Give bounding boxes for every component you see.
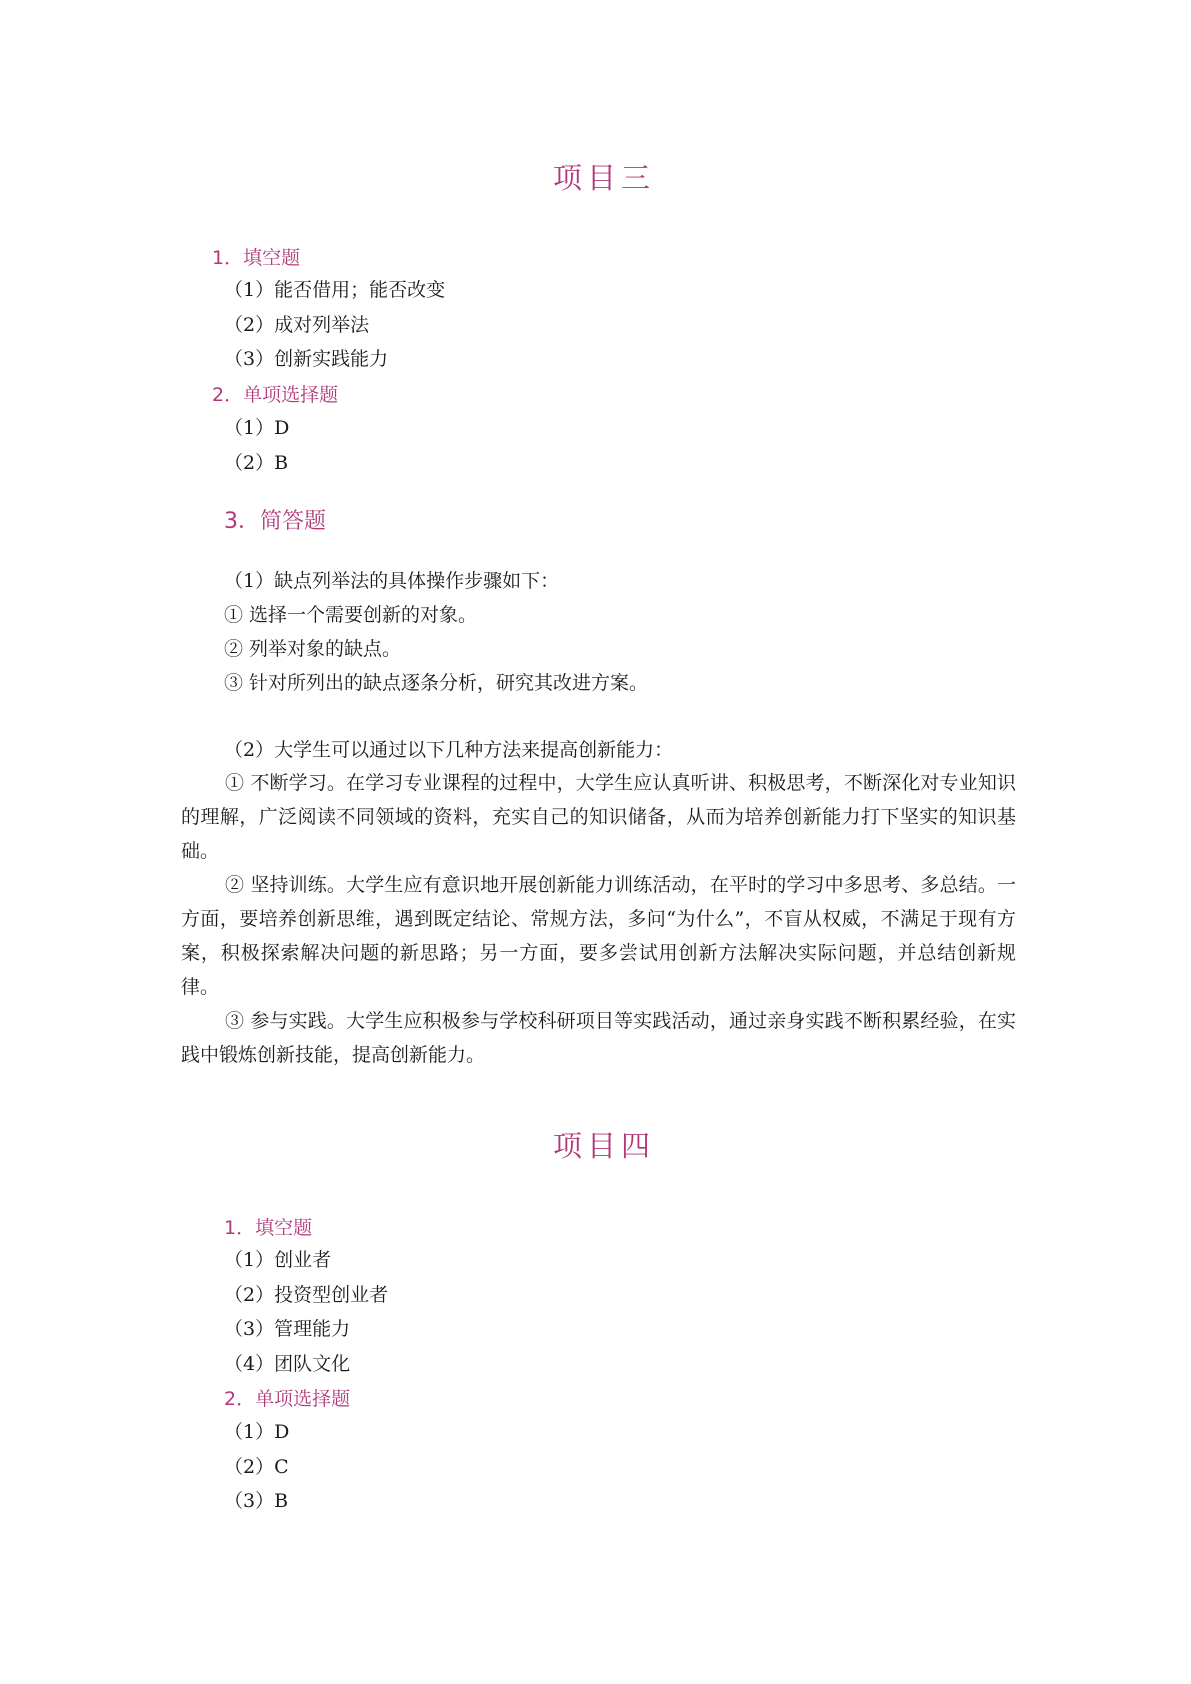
project4-fill-blank-item-2: （2）投资型创业者 [224,1284,389,1306]
project3-single-choice-item-1: （1）D [224,417,290,439]
project3-q2-paragraph-3: ③ 参与实践。大学生应积极参与学校科研项目等实践活动，通过亲身实践不断积累经验，在实践中锻炼创新技能，提高创新能力。 [181,1010,1016,1066]
project4-fill-blank-item-3: （3）管理能力 [224,1318,351,1340]
project3-single-choice-heading: 2．单项选择题 [212,384,339,406]
project4-fill-blank-item-1: （1）创业者 [224,1249,332,1271]
project4-fill-blank-item-4: （4）团队文化 [224,1353,351,1375]
project4-single-choice-item-3: （3）B [224,1490,289,1512]
project3-q1-step-1: ① 选择一个需要创新的对象。 [224,604,478,626]
project3-fill-blank-item-1: （1）能否借用；能否改变 [224,279,446,301]
project3-fill-blank-item-3: （3）创新实践能力 [224,348,389,370]
project3-fill-blank-heading: 1．填空题 [212,247,301,269]
project3-q2-intro: （2）大学生可以通过以下几种方法来提高创新能力： [224,739,674,761]
project4-single-choice-heading: 2．单项选择题 [224,1388,351,1410]
project3-fill-blank-item-2: （2）成对列举法 [224,314,370,336]
project3-single-choice-item-2: （2）B [224,452,289,474]
project3-title: 项目三 [553,161,656,195]
project3-q1-intro: （1）缺点列举法的具体操作步骤如下： [224,570,560,592]
project4-title: 项目四 [553,1129,656,1163]
project4-fill-blank-heading: 1．填空题 [224,1217,313,1239]
project4-single-choice-item-1: （1）D [224,1421,290,1443]
project3-short-answer-heading: 3．简答题 [224,509,326,534]
project3-q2-paragraph-2: ② 坚持训练。大学生应有意识地开展创新能力训练活动，在平时的学习中多思考、多总结。一方面，要培养创新思维，遇到既定结论、常规方法，多问“为什么”，不盲从权威，不满足于现有方案，积极探索解决问题的新思路；另一方面，要多尝试用创新方法解决实际问题，并总结创新规律。 [181,874,1016,998]
project4-single-choice-item-2: （2）C [224,1456,289,1478]
project3-q1-step-3: ③ 针对所列出的缺点逐条分析，研究其改进方案。 [224,672,649,694]
project3-q2-paragraph-1: ① 不断学习。在学习专业课程的过程中，大学生应认真听讲、积极思考，不断深化对专业知识的理解，广泛阅读不同领域的资料，充实自己的知识储备，从而为培养创新能力打下坚实的知识基础。 [181,772,1016,862]
project3-q1-step-2: ② 列举对象的缺点。 [224,638,402,660]
